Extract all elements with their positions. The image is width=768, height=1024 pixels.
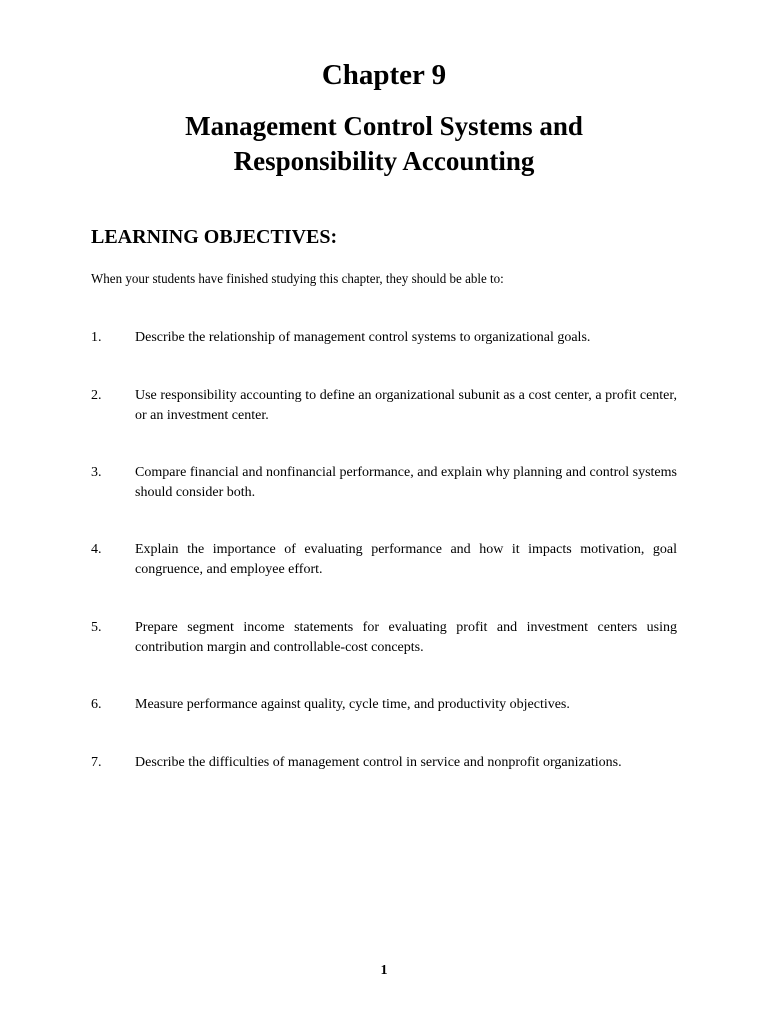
objective-text: Describe the relationship of management control systems to organizational goals. xyxy=(135,330,591,345)
objective-text: Explain the importance of evaluating performance and how it impacts motivation, goal congruence, and employee effort. xyxy=(135,542,677,577)
objective-number: 6. xyxy=(91,697,102,712)
page-number: 1 xyxy=(380,963,388,978)
objective-text: Compare financial and nonfinancial performance, and explain why planning and control systems should consider both. xyxy=(135,465,677,500)
objective-number: 5. xyxy=(91,620,102,635)
objective-number: 3. xyxy=(91,465,102,480)
objective-text: Describe the difficulties of management control in service and nonprofit organizations. xyxy=(135,755,622,770)
chapter-number: Chapter 9 xyxy=(321,59,447,91)
intro-text: When your students have finished studying this chapter, they should be able to: xyxy=(91,272,504,287)
objective-number: 2. xyxy=(91,388,102,403)
objective-number: 4. xyxy=(91,542,102,557)
objective-text: Measure performance against quality, cycle time, and productivity objectives. xyxy=(135,697,570,712)
objective-text: Use responsibility accounting to define an organizational subunit as a cost center, a profit center, or an investment center. xyxy=(135,388,677,423)
objective-number: 7. xyxy=(91,755,102,770)
objective-number: 1. xyxy=(91,330,102,345)
chapter-title-line-1: Management Control Systems and xyxy=(185,111,583,141)
chapter-title-line-2: Responsibility Accounting xyxy=(233,146,535,176)
objective-text: Prepare segment income statements for evaluating profit and investment centers using contribution margin and controllable-cost concepts. xyxy=(135,620,677,655)
section-heading: LEARNING OBJECTIVES: xyxy=(91,226,338,248)
chapter-title xyxy=(0,109,768,179)
